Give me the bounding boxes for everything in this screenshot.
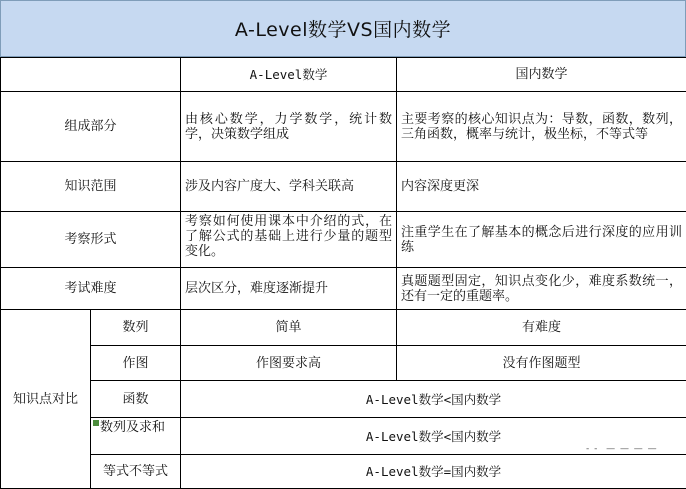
header-row xyxy=(1,58,686,92)
cell-alevel: 简单 xyxy=(181,310,397,346)
cell-alevel: 涉及内容广度大、学科关联高 xyxy=(181,162,397,212)
table-row xyxy=(1,418,686,455)
table-row xyxy=(1,455,686,489)
subrow-label: 作图 xyxy=(91,346,181,381)
cell-domestic: 没有作图题型 xyxy=(397,346,686,381)
merged-comparison-cell: A-Level数学<国内数学 xyxy=(181,418,686,455)
row-label: 知识范围 xyxy=(1,162,181,212)
subrow-label: 等式不等式 xyxy=(91,455,181,489)
cell-domestic: 内容深度更深 xyxy=(397,162,686,212)
merged-comparison-cell: A-Level数学=国内数学 xyxy=(181,455,686,489)
cell-alevel: 考察如何使用课本中介绍的式，在了解公式的基础上进行少量的题型变化。 xyxy=(181,212,397,268)
comparison-label: 知识点对比 xyxy=(1,310,91,489)
cell-domestic: 有难度 xyxy=(397,310,686,346)
subrow-label: 函数 xyxy=(91,381,181,418)
row-label: 考试难度 xyxy=(1,268,181,310)
subrow-label-cell xyxy=(91,418,181,455)
cell-domestic: 真题题型固定，知识点变化少，难度系数统一，还有一定的重题率。 xyxy=(397,268,686,310)
table-row xyxy=(1,92,686,162)
cell-domestic: 主要考察的核心知识点为：导数，函数，数列，三角函数，概率与统计，极坐标，不等式等 xyxy=(397,92,686,162)
dash-decoration: - - — — — — xyxy=(586,444,658,454)
merged-comparison-cell: A-Level数学<国内数学 xyxy=(181,381,686,418)
subrow-label: 数列及求和 xyxy=(100,420,165,435)
table-row xyxy=(1,310,686,346)
subrow-label: 数列 xyxy=(91,310,181,346)
row-label: 考察形式 xyxy=(1,212,181,268)
table-row xyxy=(1,212,686,268)
cell-alevel: 作图要求高 xyxy=(181,346,397,381)
table-row xyxy=(1,381,686,418)
table-title: A-Level数学VS国内数学 xyxy=(0,0,686,57)
table-row xyxy=(1,268,686,310)
header-domestic: 国内数学 xyxy=(397,58,686,92)
header-alevel: A-Level数学 xyxy=(181,58,397,92)
cell-domestic: 注重学生在了解基本的概念后进行深度的应用训练 xyxy=(397,212,686,268)
table-row xyxy=(1,346,686,381)
cell-marker-icon xyxy=(93,420,99,426)
cell-alevel: 层次区分，难度逐渐提升 xyxy=(181,268,397,310)
header-corner-cell xyxy=(1,58,181,92)
comparison-table xyxy=(0,57,686,489)
table-row xyxy=(1,162,686,212)
cell-alevel: 由核心数学，力学数学，统计数学，决策数学组成 xyxy=(181,92,397,162)
row-label: 组成部分 xyxy=(1,92,181,162)
